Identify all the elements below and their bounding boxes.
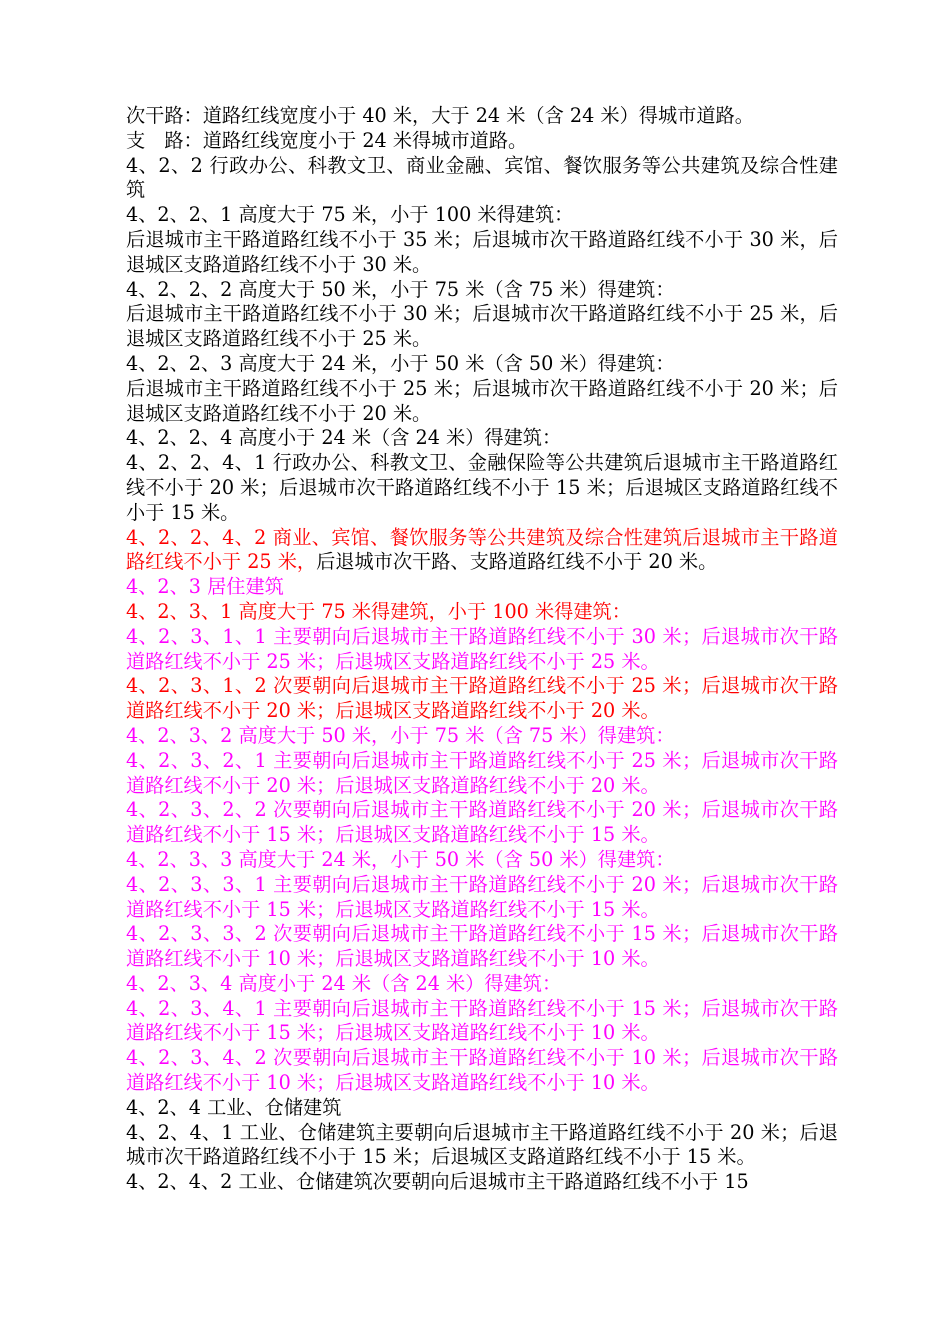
clause-4-2-3-4-heading: 4、2、3、4 高度小于 24 米（含 24 米）得建筑：: [126, 971, 562, 995]
clause-4-2-3-3-1: 4、2、3、3、1 主要朝向后退城市主干路道路红线不小于 20 米；后退城市次干路道路红线不小于 15 米；后退城区支路道路红线不小于 15 米。: [126, 872, 838, 921]
clause-4-2-3-3-heading: 4、2、3、3 高度大于 24 米，小于 50 米（含 50 米）得建筑：: [126, 847, 675, 871]
document-page: [126, 104, 838, 1195]
clause-4-2-3-1-1: 4、2、3、1、1 主要朝向后退城市主干路道路红线不小于 30 米；后退城市次干路道路红线不小于 25 米；后退城区支路道路红线不小于 25 米。: [126, 624, 838, 673]
clause-4-2-4-1: 4、2、4、1 工业、仓储建筑主要朝向后退城市主干路道路红线不小于 20 米；后退城市次干路道路红线不小于 15 米；后退城区支路道路红线不小于 15 米。: [126, 1120, 838, 1169]
clause-4-2-3-3-2: 4、2、3、3、2 次要朝向后退城市主干路道路红线不小于 15 米；后退城市次干路道路红线不小于 10 米；后退城区支路道路红线不小于 10 米。: [126, 922, 838, 971]
section-heading-4-2-2: 4、2、2 行政办公、科教文卫、商业金融、宾馆、餐饮服务等公共建筑及综合性建筑: [126, 153, 838, 202]
clause-4-2-2-3-heading: 4、2、2、3 高度大于 24 米，小于 50 米（含 50 米）得建筑：: [126, 351, 675, 375]
clause-4-2-2-1-heading: 4、2、2、1 高度大于 75 米，小于 100 米得建筑：: [126, 203, 574, 227]
clause-4-2-2-3-body: 后退城市主干路道路红线不小于 25 米；后退城市次干路道路红线不小于 20 米；后退城区支路道路红线不小于 20 米。: [126, 376, 838, 425]
clause-4-2-2-1-body: 后退城市主干路道路红线不小于 35 米；后退城市次干路道路红线不小于 30 米，后退城区支路道路红线不小于 30 米。: [126, 227, 838, 276]
clause-4-2-2-4-1: 4、2、2、4、1 行政办公、科教文卫、金融保险等公共建筑后退城市主干路道路红线不小于 20 米；后退城市次干路道路红线不小于 15 米；后退城区支路道路红线不小于 15 米。: [126, 451, 838, 524]
clause-4-2-3-2-1: 4、2、3、2、1 主要朝向后退城市主干路道路红线不小于 25 米；后退城市次干路道路红线不小于 20 米；后退城区支路道路红线不小于 20 米。: [126, 748, 838, 797]
clause-4-2-2-4-2-rest: 后退城市次干路、支路道路红线不小于 20 米。: [316, 550, 718, 574]
clause-4-2-2-4-2-highlight: 4、2、2、4、2 商业、宾馆、餐饮服务等公共建筑及综合性建筑后退城市主干路道路红线不小于 25 米，: [126, 525, 838, 574]
clause-4-2-2-4-heading: 4、2、2、4 高度小于 24 米（含 24 米）得建筑：: [126, 426, 562, 450]
clause-4-2-3-4-2: 4、2、3、4、2 次要朝向后退城市主干路道路红线不小于 10 米；后退城市次干路道路红线不小于 10 米；后退城区支路道路红线不小于 10 米。: [126, 1046, 838, 1095]
clause-4-2-3-2-heading: 4、2、3、2 高度大于 50 米，小于 75 米（含 75 米）得建筑：: [126, 723, 675, 747]
clause-4-2-2-2-body: 后退城市主干路道路红线不小于 30 米；后退城市次干路道路红线不小于 25 米，后退城区支路道路红线不小于 25 米。: [126, 302, 838, 351]
definition-secondary-road: 次干路：道路红线宽度小于 40 米，大于 24 米（含 24 米）得城市道路。: [126, 104, 754, 127]
clause-4-2-3-2-2: 4、2、3、2、2 次要朝向后退城市主干路道路红线不小于 20 米；后退城市次干路道路红线不小于 15 米；后退城区支路道路红线不小于 15 米。: [126, 798, 838, 847]
definition-branch-road: 支 路：道路红线宽度小于 24 米得城市道路。: [126, 128, 528, 152]
section-heading-4-2-4: 4、2、4 工业、仓储建筑: [126, 1095, 342, 1119]
clause-4-2-4-2: 4、2、4、2 工业、仓储建筑次要朝向后退城市主干路道路红线不小于 15: [126, 1170, 749, 1194]
section-heading-4-2-3: 4、2、3 居住建筑: [126, 575, 284, 599]
clause-4-2-3-4-1: 4、2、3、4、1 主要朝向后退城市主干路道路红线不小于 15 米；后退城市次干路道路红线不小于 15 米；后退城区支路道路红线不小于 10 米。: [126, 996, 838, 1045]
clause-4-2-3-1-heading: 4、2、3、1 高度大于 75 米得建筑，小于 100 米得建筑：: [126, 599, 631, 623]
clause-4-2-3-1-2: 4、2、3、1、2 次要朝向后退城市主干路道路红线不小于 25 米；后退城市次干路道路红线不小于 20 米；后退城区支路道路红线不小于 20 米。: [126, 674, 838, 723]
clause-4-2-2-2-heading: 4、2、2、2 高度大于 50 米，小于 75 米（含 75 米）得建筑：: [126, 277, 675, 301]
clause-4-2-2-4-2: [126, 526, 838, 576]
